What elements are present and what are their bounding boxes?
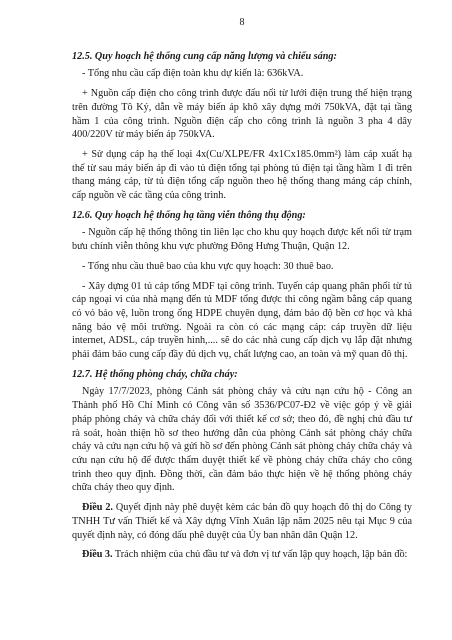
article-label: Điều 2. xyxy=(82,502,113,514)
article-text: Trách nhiệm của chủ đầu tư và đơn vị tư vấn lập quy hoạch, lập bản đồ: xyxy=(112,549,408,561)
article-2 xyxy=(72,501,412,542)
paragraph: Ngày 17/7/2023, phòng Cảnh sát phòng cháy và cứu nạn cứu hộ - Công an Thành phố Hồ Chí Minh có Công văn số 3536/PC07-Đ2 về việc góp ý về giải pháp phòng cháy và chữa cháy đối với thiết kế cơ sở; theo đó, đề nghị chủ đầu tư rà soát, hoàn thiện hồ sơ theo hướng dẫn của phòng Cảnh sát phòng cháy chữa cháy và cứu nạn cứu hộ và gửi hồ sơ đến phòng Cảnh sát phòng cháy chữa cháy và cứu nạn cứu hộ để được thẩm duyệt thiết kế về phòng cháy chữa cháy cho công trình theo quy định. Đồng thời, cần đảm bảo thực hiện về hệ thống phòng cháy chữa cháy theo quy định. xyxy=(72,386,412,494)
section-fire-protection xyxy=(72,368,412,495)
article-text: Quyết định này phê duyệt kèm các bản đồ quy hoạch đô thị do Công ty TNHH Tư vấn Thiết kế và Xây dựng Vĩnh Xuân lập năm 2025 nêu tại Mục 9 của quyết định này, có đóng dấu phê duyệt của Ủy ban nhân dân Quận 12. xyxy=(72,502,412,541)
section-title: 12.5. Quy hoạch hệ thống cung cấp năng lượng và chiếu sáng: xyxy=(72,50,337,62)
paragraph: + Sử dụng cáp hạ thế loại 4x(Cu/XLPE/FR 4x1Cx185.0mm²) làm cáp xuất hạ thế từ sau máy biến áp đi vào tủ điện tổng tại phòng tủ điện tại tầng hầm 1 đi trên thang máng cáp, từ tủ điện tổng cấp nguồn theo hệ thống thang máng cáp chính, cấp nguồn về các tầng của công trình. xyxy=(72,148,412,202)
article-3 xyxy=(72,548,412,562)
paragraph: - Nguồn cấp hệ thống thông tin liên lạc cho khu quy hoạch được kết nối từ trạm bưu chính viễn thông khu vực phường Đông Hưng Thuận, Quận 12. xyxy=(72,227,412,253)
article-label: Điều 3. xyxy=(82,549,113,561)
paragraph: + Nguồn cấp điện cho công trình được đấu nối từ lưới điện trung thế hiện trạng trên đường Tô Ký, dẫn về máy biến áp khô xây dựng mới 750kVA, đặt tại tầng hầm 1 của công trình. Nguồn điện cấp cho công trình là nguồn 3 pha 4 dây 400/220V từ máy biến áp 750kVA. xyxy=(72,88,412,141)
page-number: 8 xyxy=(239,17,245,28)
paragraph: - Xây dựng 01 tủ cáp tổng MDF tại công trình. Tuyến cáp quang phân phối từ tủ cáp ngoại vi của nhà mạng đến tủ MDF tổng được thi công ngầm bằng cáp quang có vỏ bảo vệ, luồn trong ống HDPE chuyên dụng, đảm bảo độ bền cơ học và khả năng bảo vệ môi trường. Ngoài ra còn có các mạng cáp: cáp truyền dữ liệu internet, ADSL, cáp truyền hình,.... sẽ do các nhà cung cấp dịch vụ lắp đặt nhưng phải đảm bảo cung cấp đầy đủ dịch vụ, chất lượng cao, an toàn và mỹ quan đô thị. xyxy=(72,280,412,361)
paragraph: - Tổng nhu cầu thuê bao của khu vực quy hoạch: 30 thuê bao. xyxy=(82,260,334,272)
section-telecom xyxy=(72,209,412,362)
section-energy xyxy=(72,50,412,203)
section-title: 12.7. Hệ thống phòng cháy, chữa cháy: xyxy=(72,368,238,380)
section-title: 12.6. Quy hoạch hệ thống hạ tầng viễn thông thụ động: xyxy=(72,209,306,221)
paragraph: - Tổng nhu cầu cấp điện toàn khu dự kiến là: 636kVA. xyxy=(82,68,304,80)
